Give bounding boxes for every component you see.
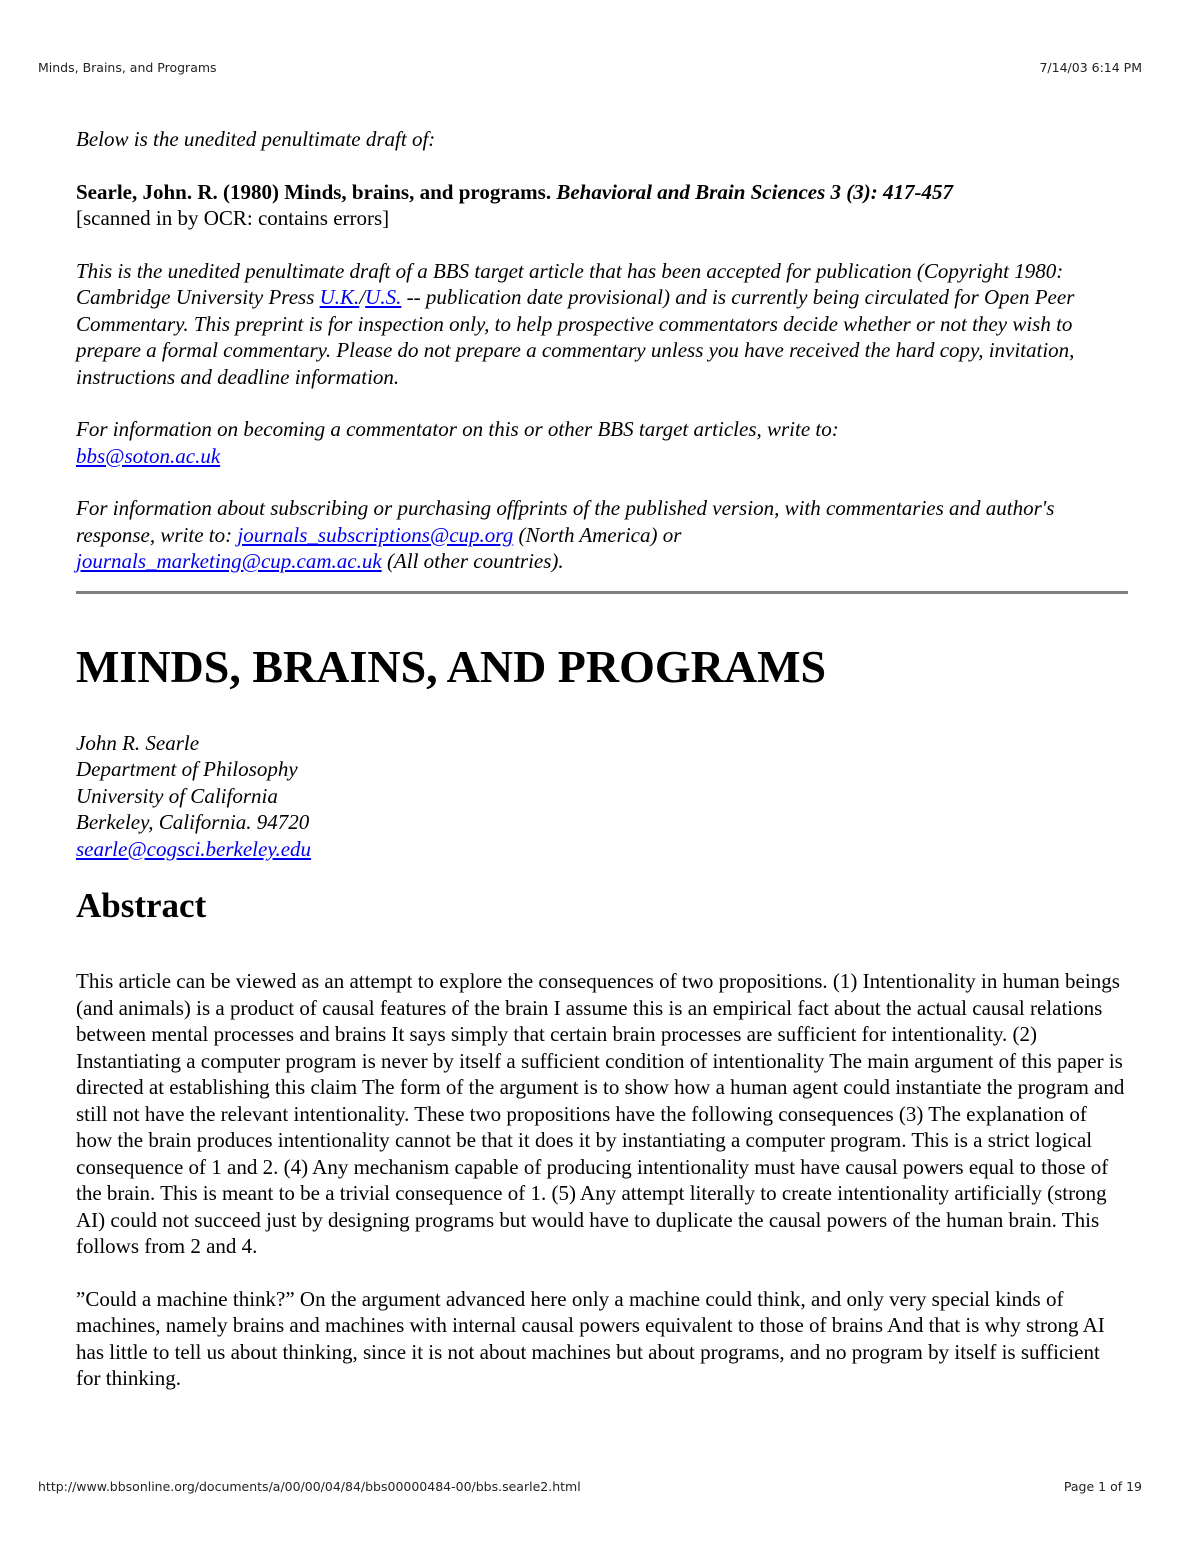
link-uk[interactable]: U.K. (319, 285, 360, 309)
subscription-info: For information about subscribing or purchasing offprints of the published version, with commentaries and author's response, write to: journals_subscriptions@cup.org (North America) or journals_marketing@cup.cam.ac.uk (All other countries). (76, 496, 1055, 573)
author-department: Department of Philosophy (76, 757, 298, 781)
author-city: Berkeley, California. 94720 (76, 810, 310, 834)
document-content (76, 126, 1128, 1392)
author-email-link[interactable]: searle@cogsci.berkeley.edu (76, 836, 312, 861)
print-footer (38, 1479, 1142, 1494)
author-university: University of California (76, 783, 278, 808)
page-title: MINDS, BRAINS, AND PROGRAMS (76, 640, 827, 692)
ocr-note: [scanned in by OCR: contains errors] (76, 206, 390, 230)
print-footer-page-number: Page 1 of 19 (1063, 1479, 1142, 1494)
section-divider (76, 591, 1128, 594)
print-header-timestamp: 7/14/03 6:14 PM (1039, 60, 1142, 75)
citation (76, 179, 1128, 232)
subscriptions-email-link[interactable]: journals_subscriptions@cup.org (237, 522, 514, 547)
print-header (38, 60, 1142, 75)
citation-author-title: Searle, John. R. (1980) Minds, brains, and programs. (76, 179, 552, 204)
preamble-intro: Below is the unedited penultimate draft of: (76, 127, 436, 151)
bbs-email-link[interactable]: bbs@soton.ac.uk (76, 443, 221, 468)
marketing-email-link[interactable]: journals_marketing@cup.cam.ac.uk (76, 549, 382, 573)
abstract-paragraph-2: ”Could a machine think?” On the argument advanced here only a machine could think, and only very special kinds of machines, namely brains and machines with internal causal powers equivalent to those of brains And that is why strong AI has little to tell us about thinking, since it is not about machines but about programs, and no program by itself is sufficient for thinking. (76, 1286, 1105, 1390)
citation-journal: Behavioral and Brain Sciences 3 (3): 417-457 (551, 179, 953, 204)
draft-notice: This is the unedited penultimate draft of a BBS target article that has been accepted for publication (Copyright 1980: Cambridge University Press U.K./U.S. -- publication date provisional) and is currently being circulated for Open Peer Commentary. This preprint is for inspection only, to help prospective commentators decide whether or not they wish to prepare a formal commentary. Please do not prepare a commentary unless you have received the hard copy, invitation, instructions and deadline information. (76, 258, 1075, 389)
link-us[interactable]: U.S. (365, 285, 402, 309)
abstract-paragraph-1: This article can be viewed as an attempt to explore the consequences of two propositions. (1) Intentionality in human beings (and animals) is a product of causal features of the brain I assume this is an empirical fact about the actual causal relations between mental processes and brains It says simply that certain brain processes are sufficient for intentionality. (2) Instantiating a computer program is never by itself a sufficient condition of intentionality The main argument of this paper is directed at establishing this claim The form of the argument is to show how a human agent could instantiate the program and still not have the relevant intentionality. These two propositions have the following consequences (3) The explanation of how the brain produces intentionality cannot be that it does it by instantiating a computer program. This is a strict logical consequence of 1 and 2. (4) Any mechanism capable of producing intentionality must have causal powers equal to those of the brain. This is meant to be a trivial consequence of 1. (5) Any attempt literally to create intentionality artificially (strong AI) could not succeed just by designing programs but would have to duplicate the causal powers of the human brain. This follows from 2 and 4. (76, 969, 1125, 1258)
author-name: John R. Searle (76, 730, 200, 755)
print-footer-url: http://www.bbsonline.org/documents/a/00/00/04/84/bbs00000484-00/bbs.searle2.html (38, 1479, 581, 1494)
commentator-info: For information on becoming a commentator on this or other BBS target articles, write to: bbs@soton.ac.uk (76, 417, 839, 468)
abstract-heading: Abstract (76, 886, 207, 925)
print-header-title: Minds, Brains, and Programs (38, 60, 217, 75)
author-block (76, 730, 1128, 863)
